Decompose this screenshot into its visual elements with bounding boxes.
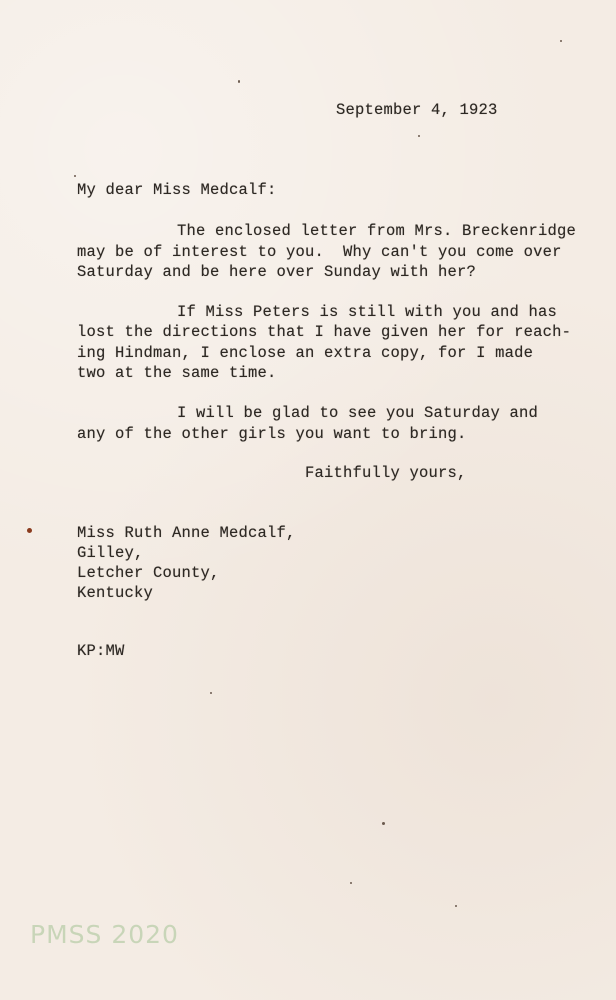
paragraph-2-line-3: ing Hindman, I enclose an extra copy, for I made [77, 344, 534, 362]
paragraph-1-line-2: may be of interest to you. Why can't you come over [77, 243, 562, 261]
paragraph-3-line-2: any of the other girls you want to bring. [77, 425, 467, 443]
typist-initials: KP:MW [77, 642, 125, 660]
paper-speck [210, 692, 212, 694]
paper-speck [560, 40, 562, 42]
salutation: My dear Miss Medcalf: [77, 181, 277, 199]
address-line-2: Gilley, [77, 544, 144, 562]
letter-date: September 4, 1923 [336, 101, 498, 119]
address-line-1: Miss Ruth Anne Medcalf, [77, 524, 296, 542]
paper-speck [74, 175, 76, 177]
paper-speck [350, 882, 352, 884]
address-line-4: Kentucky [77, 584, 154, 602]
paragraph-1-line-1: The enclosed letter from Mrs. Breckenridge [177, 222, 577, 240]
paragraph-1-line-3: Saturday and be here over Sunday with her? [77, 263, 477, 281]
paper-speck [238, 80, 240, 83]
paper-speck [382, 822, 385, 825]
paper-speck [418, 135, 420, 137]
paper-speck [455, 905, 457, 907]
paper-speck [27, 528, 32, 533]
paragraph-2-line-2: lost the directions that I have given her for reach- [77, 323, 572, 341]
address-line-3: Letcher County, [77, 564, 220, 582]
paragraph-2-line-4: two at the same time. [77, 364, 277, 382]
paragraph-3-line-1: I will be glad to see you Saturday and [177, 404, 539, 422]
paragraph-2-line-1: If Miss Peters is still with you and has [177, 303, 558, 321]
archive-watermark: PMSS 2020 [30, 920, 179, 949]
closing: Faithfully yours, [305, 464, 467, 482]
